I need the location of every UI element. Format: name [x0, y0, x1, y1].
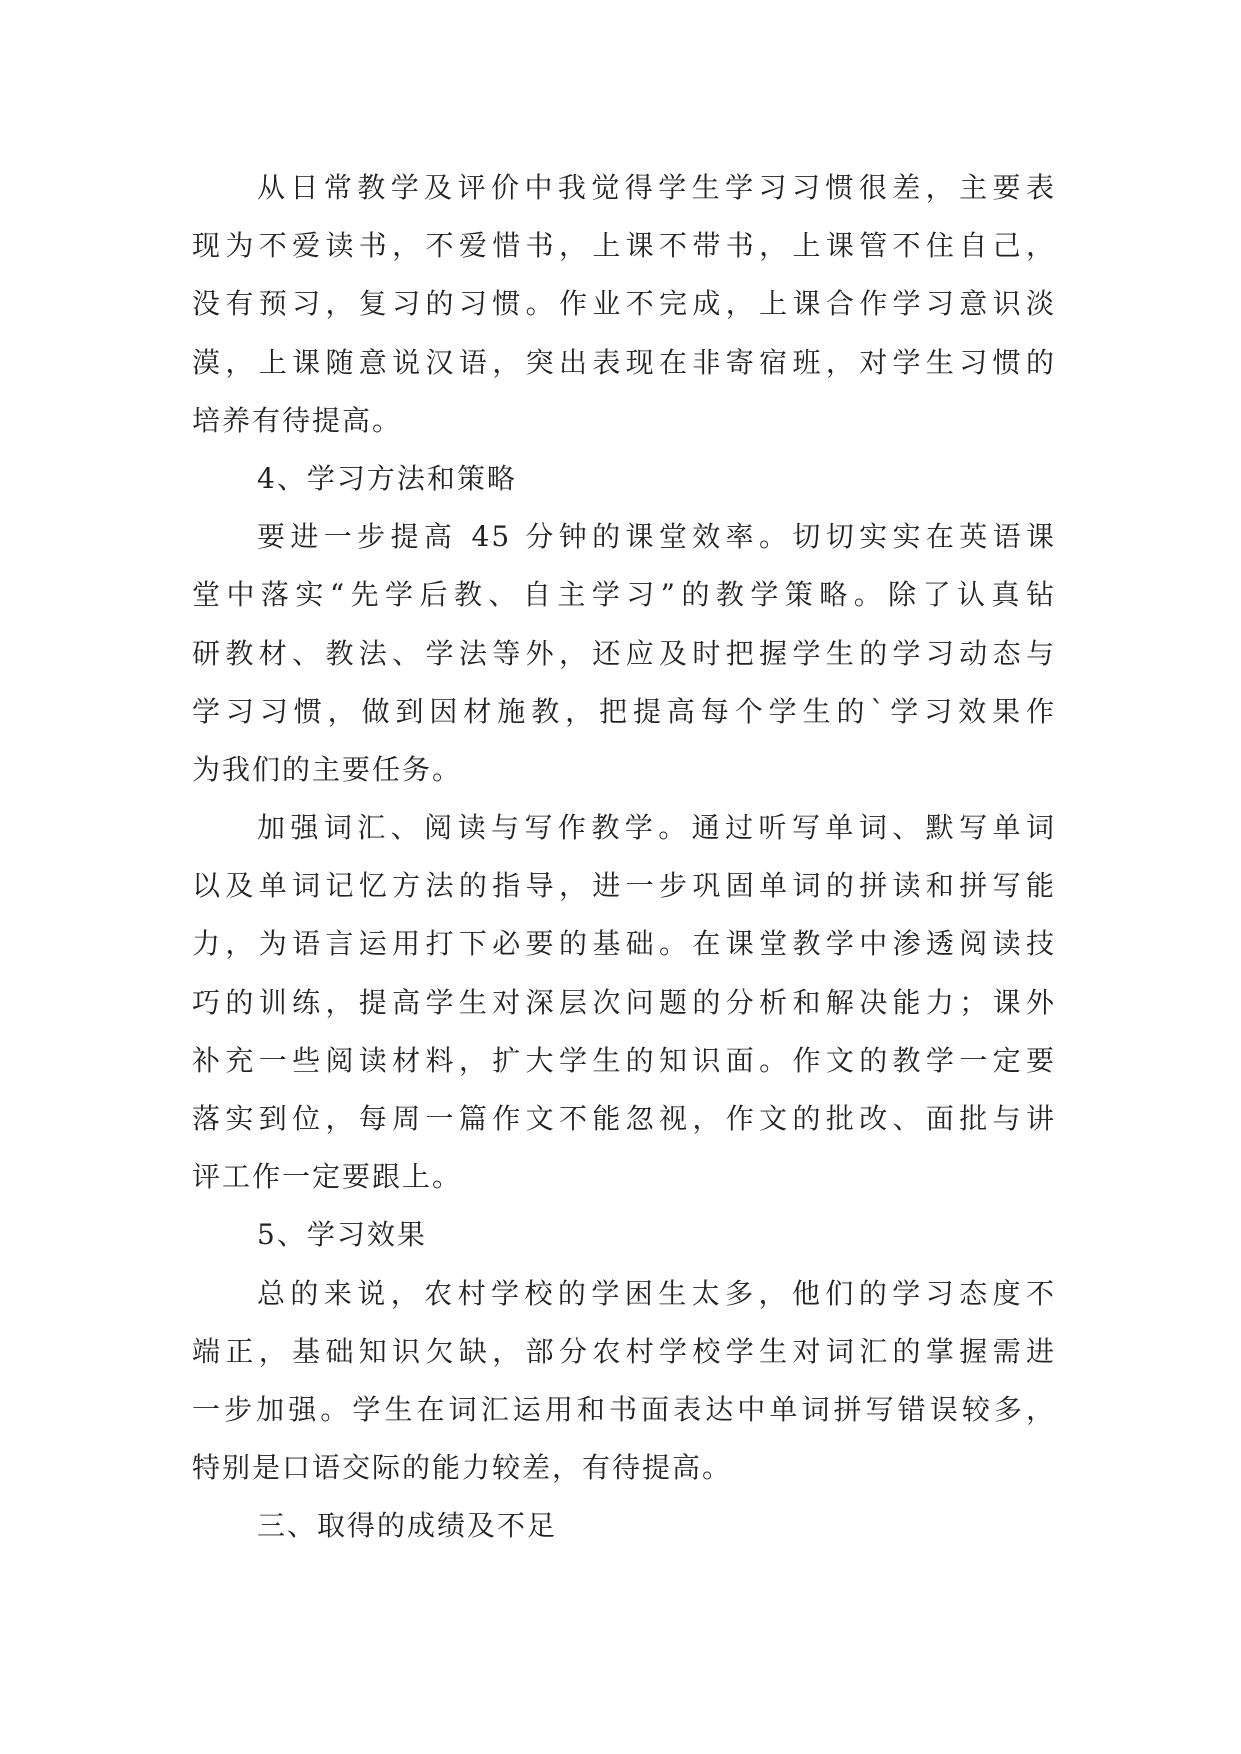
paragraph — [192, 799, 1056, 1206]
paragraph-line: 总的来说，农村学校的学困生太多，他们的学习态度不 — [257, 1276, 1056, 1310]
paragraph-line: 现为不爱读书，不爱惜书，上课不带书，上课管不住自己， — [192, 229, 1056, 263]
section-heading — [192, 1206, 1056, 1264]
paragraph-line: 端正，基础知识欠缺，部分农村学校学生对词汇的掌握需进 — [192, 1334, 1056, 1368]
paragraph-line: 要进一步提高 45 分钟的课堂效率。切切实实在英语课 — [257, 520, 1056, 554]
section-heading-text: 4、学习方法和策略 — [257, 461, 517, 495]
paragraph — [192, 1265, 1056, 1498]
paragraph — [192, 159, 1056, 450]
paragraph-line: 加强词汇、阅读与写作教学。通过听写单词、默写单词 — [257, 811, 1056, 845]
paragraph-line: 以及单词记忆方法的指导，进一步巩固单词的拼读和拼写能 — [192, 869, 1056, 903]
paragraph-line: 学习习惯，做到因材施教，把提高每个学生的`学习效果作 — [192, 694, 1056, 728]
paragraph-line: 研教材、教法、学法等外，还应及时把握学生的学习动态与 — [192, 636, 1056, 670]
section-heading — [192, 450, 1056, 508]
paragraph — [192, 508, 1056, 799]
paragraph-line: 漠，上课随意说汉语，突出表现在非寄宿班，对学生习惯的 — [192, 345, 1056, 379]
paragraph-line: 堂中落实“先学后教、自主学习”的教学策略。除了认真钻 — [192, 578, 1056, 612]
paragraph-line: 巧的训练，提高学生对深层次问题的分析和解决能力；课外 — [192, 985, 1056, 1019]
paragraph-line: 从日常教学及评价中我觉得学生学习习惯很差，主要表 — [257, 171, 1056, 204]
paragraph-line: 为我们的主要任务。 — [192, 752, 463, 786]
section-heading — [192, 1497, 1056, 1555]
paragraph-line: 没有预习，复习的习惯。作业不完成，上课合作学习意识淡 — [192, 287, 1056, 321]
paragraph-line: 补充一些阅读材料，扩大学生的知识面。作文的教学一定要 — [192, 1043, 1056, 1077]
paragraph-line: 落实到位，每周一篇作文不能忽视，作文的批改、面批与讲 — [192, 1102, 1056, 1135]
paragraph-line: 一步加强。学生在词汇运用和书面表达中单词拼写错误较多， — [192, 1392, 1056, 1426]
paragraph-line: 评工作一定要跟上。 — [192, 1160, 463, 1194]
paragraph-line: 培养有待提高。 — [192, 403, 403, 437]
paragraph-line: 力，为语言运用打下必要的基础。在课堂教学中渗透阅读技 — [192, 927, 1056, 961]
section-heading-text: 三、取得的成绩及不足 — [257, 1509, 558, 1543]
paragraph-line: 特别是口语交际的能力较差，有待提高。 — [192, 1451, 733, 1485]
section-heading-text: 5、学习效果 — [257, 1218, 427, 1252]
